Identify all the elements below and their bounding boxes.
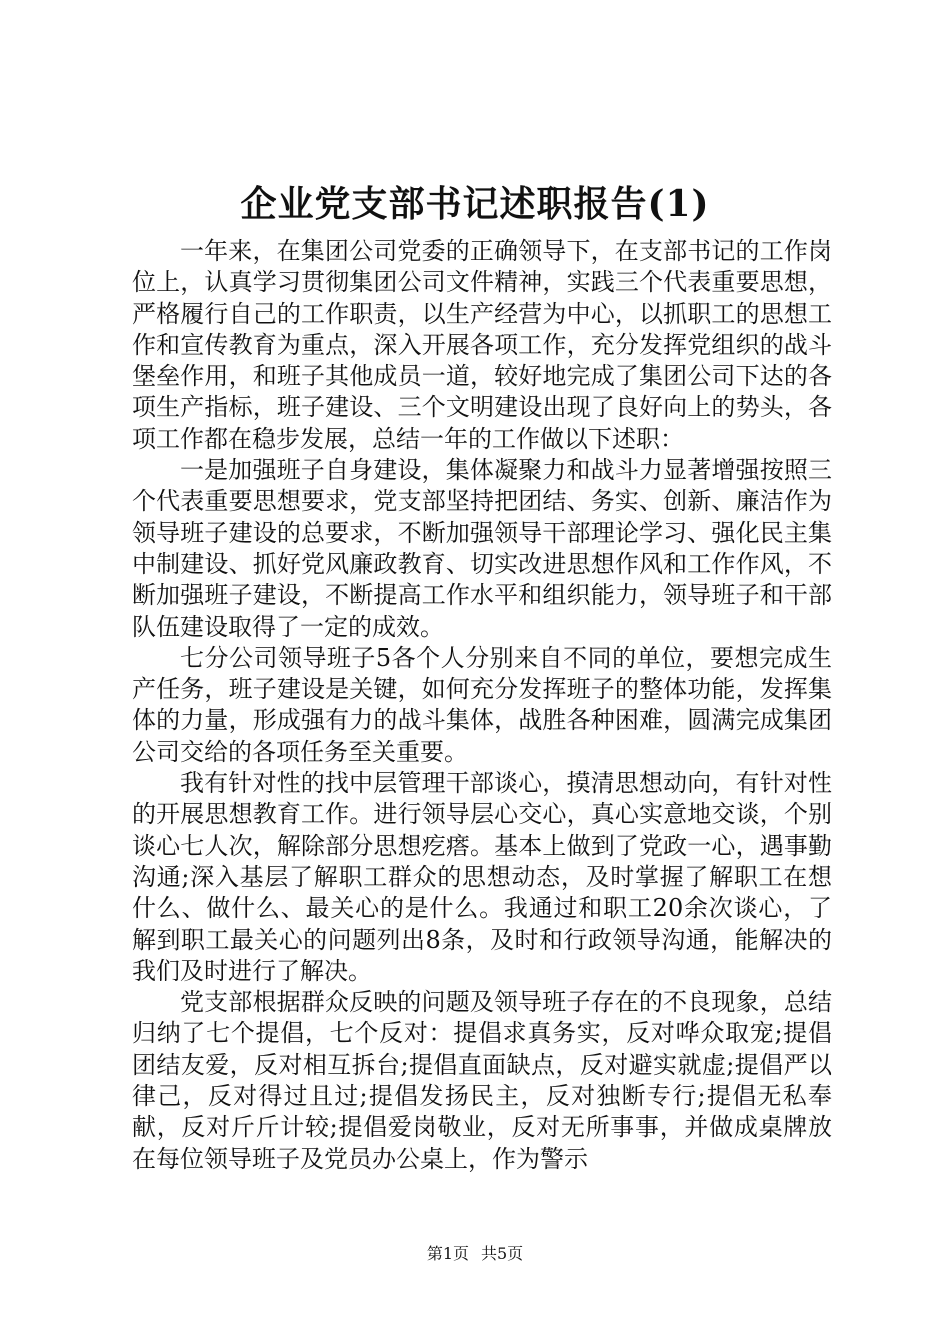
document-title: 企业党支部书记述职报告(1) <box>240 183 710 225</box>
page-footer <box>0 1244 950 1264</box>
paragraph-intro: 一年来，在集团公司党委的正确领导下，在支部书记的工作岗位上，认真学习贯彻集团公司文件精神，实践三个代表重要思想，严格履行自己的工作职责，以生产经营为中心，以抓职工的思想工作和宣传教育为重点，深入开展各项工作，充分发挥党组织的战斗堡垒作用，和班子其他成员一道，较好地完成了集团公司下达的各项生产指标，班子建设、三个文明建设出现了良好向上的势头，各项工作都在稳步发展，总结一年的工作做以下述职： <box>132 237 832 453</box>
paragraph-leadership-team: 七分公司领导班子5各个人分别来自不同的单位，要想完成生产任务，班子建设是关键，如何充分发挥班子的整体功能，发挥集体的力量，形成强有力的战斗集体，战胜各种困难，圆满完成集团公司交给的各项任务至关重要。 <box>132 643 832 766</box>
paragraph-team-building: 一是加强班子自身建设，集体凝聚力和战斗力显著增强按照三个代表重要思想要求，党支部坚持把团结、务实、创新、廉洁作为领导班子建设的总要求，不断加强领导干部理论学习、强化民主集中制建设、抓好党风廉政教育、切实改进思想作风和工作作风，不断加强班子建设，不断提高工作水平和组织能力，领导班子和干部队伍建设取得了一定的成效。 <box>132 456 832 641</box>
page-number: 第1页 <box>426 1244 469 1263</box>
paragraph-seven-advocates: 党支部根据群众反映的问题及领导班子存在的不良现象，总结归纳了七个提倡，七个反对：提倡求真务实，反对哗众取宠;提倡团结友爱，反对相互拆台;提倡直面缺点，反对避实就虚;提倡严以律己，反对得过且过;提倡发扬民主，反对独断专行;提倡无私奉献，反对斤斤计较;提倡爱岗敬业，反对无所事事，并做成桌牌放在每位领导班子及党员办公桌上，作为警示 <box>132 988 832 1173</box>
page-total: 共5页 <box>481 1244 524 1263</box>
document-body <box>132 236 832 1175</box>
paragraph-talks: 我有针对性的找中层管理干部谈心，摸清思想动向，有针对性的开展思想教育工作。进行领导层心交心，真心实意地交谈，个别谈心七人次，解除部分思想疙瘩。基本上做到了党政一心，遇事勤沟通;深入基层了解职工群众的思想动态，及时掌握了解职工在想什么、做什么、最关心的是什么。我通过和职工20余次谈心，了解到职工最关心的问题列出8条，及时和行政领导沟通，能解决的我们及时进行了解决。 <box>132 769 832 985</box>
